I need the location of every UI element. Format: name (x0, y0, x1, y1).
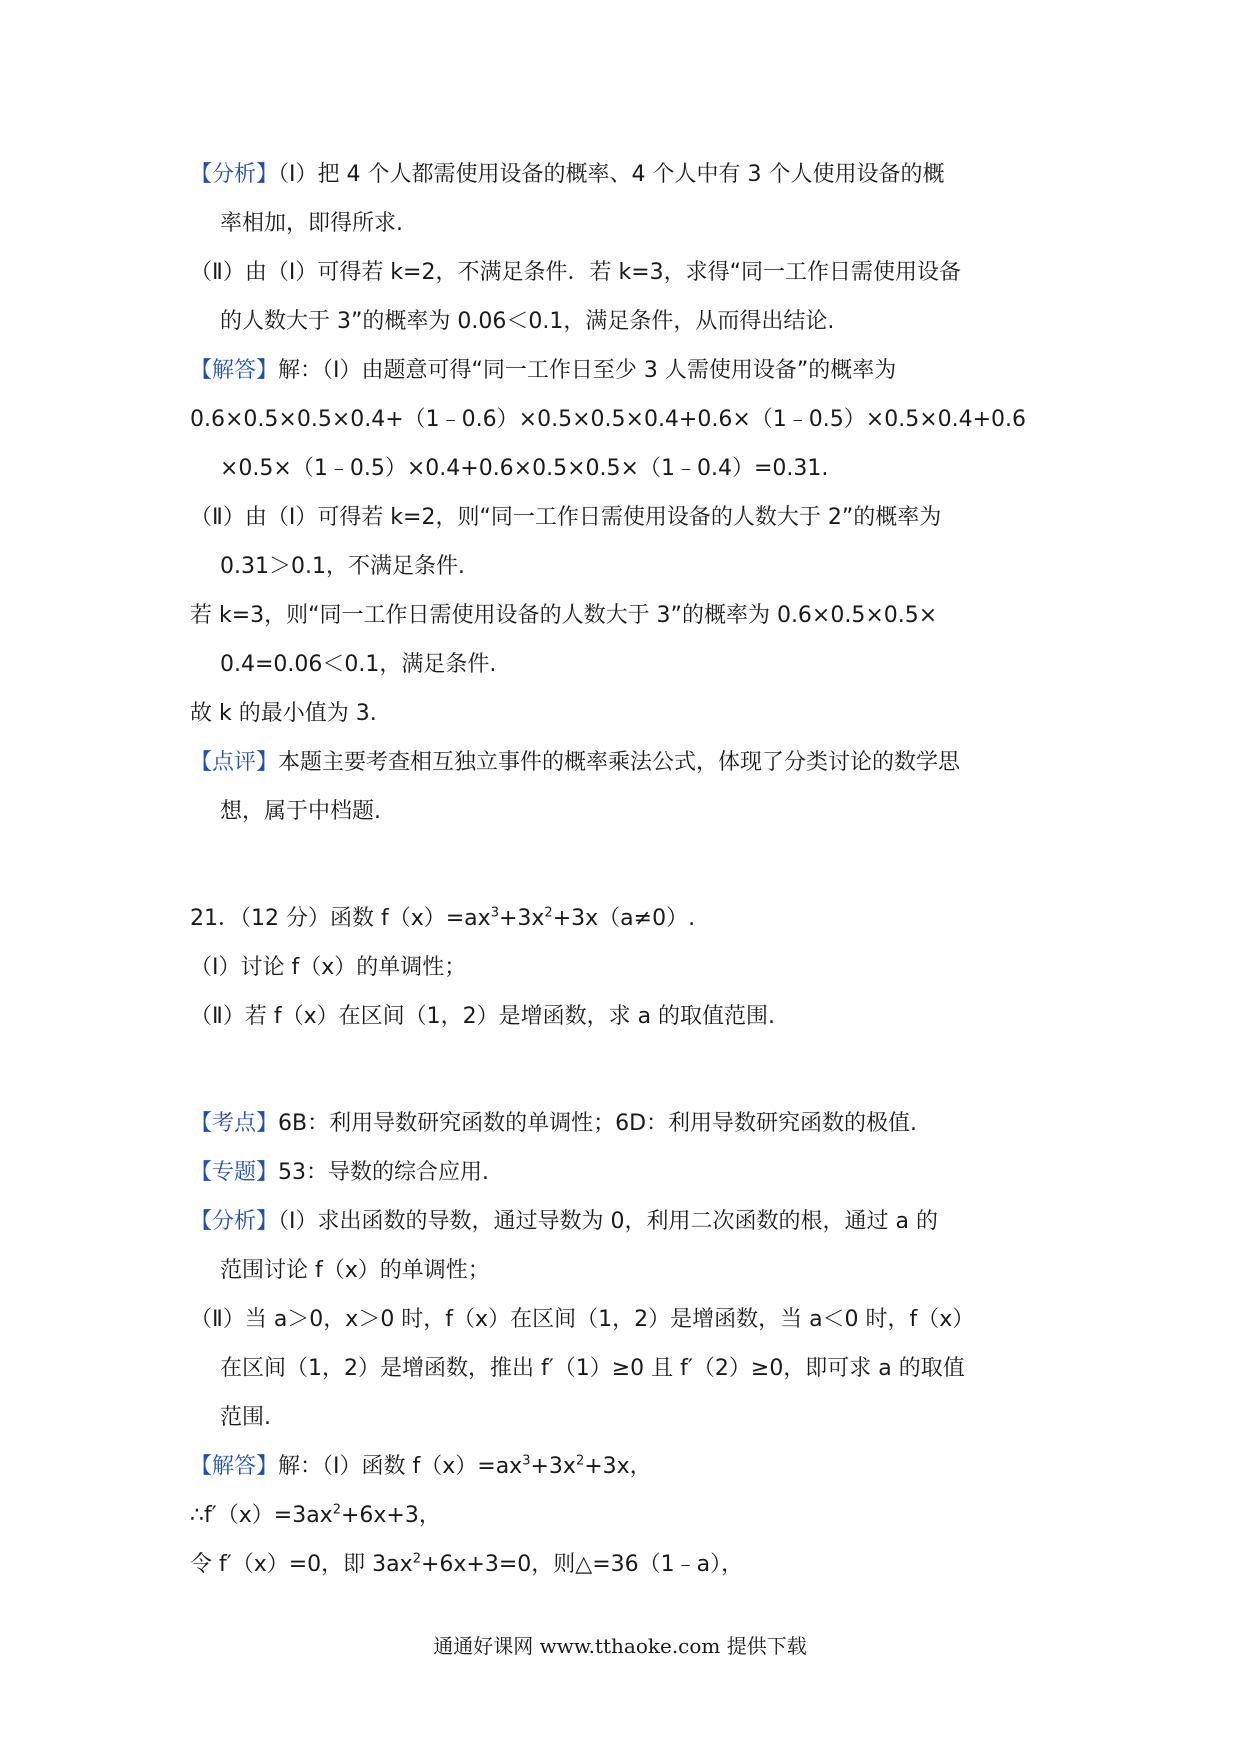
question-part (190, 992, 1060, 1041)
comment-text: 本题主要考查相互独立事件的概率乘法公式，体现了分类讨论的数学思 (278, 750, 961, 775)
comment-tag: 【点评】 (190, 750, 279, 775)
page-footer: 通通好课网 www.tthaoke.com 提供下载 (433, 1634, 807, 1658)
spacer (190, 836, 1060, 894)
analysis-line (190, 1197, 1060, 1246)
analysis-text: 在区间（1，2）是增函数，推出 f′（1）≥0 且 f′（2）≥0，即可求 a 的取值 (220, 1356, 965, 1381)
analysis-line (190, 1295, 1060, 1344)
comment-line (190, 738, 1060, 787)
answer-line (190, 493, 1060, 542)
answer-text: +6x+3， (340, 1503, 441, 1528)
exponent: 3 (490, 905, 499, 921)
answer-text: 故 k 的最小值为 3. (190, 701, 377, 726)
analysis-line (190, 297, 1060, 346)
analysis-line (190, 1246, 1060, 1295)
answer-line (190, 689, 1060, 738)
answer-text: 0.6×0.5×0.5×0.4+（1﹣0.6）×0.5×0.5×0.4+0.6×（1﹣0.5）×0.5×0.4+0.6 (190, 407, 1027, 432)
comment-text: 想，属于中档题. (220, 799, 381, 824)
analysis-line (190, 248, 1060, 297)
answer-tag: 【解答】 (190, 1454, 279, 1479)
exponent: 3 (522, 1453, 531, 1469)
analysis-tag: 【分析】 (190, 162, 279, 187)
answer-line (190, 640, 1060, 689)
answer-text: 解：（Ⅰ）函数 f（x）=ax (278, 1454, 523, 1479)
answer-line (190, 1442, 1060, 1491)
answer-line (190, 395, 1060, 444)
answer-line (190, 444, 1060, 493)
answer-text: 0.4=0.06＜0.1，满足条件. (220, 652, 497, 677)
analysis-text: （Ⅱ）当 a＞0，x＞0 时，f（x）在区间（1，2）是增函数，当 a＜0 时，f（x） (190, 1307, 975, 1332)
exponent: 2 (575, 1453, 585, 1469)
stem-text: 21．（12 分）函数 f（x）=ax (190, 906, 491, 931)
answer-text: 0.31＞0.1，不满足条件. (220, 554, 465, 579)
zhuanti-text: 53：导数的综合应用. (278, 1160, 490, 1185)
answer-text: +6x+3=0，则△=36（1﹣a）， (420, 1552, 744, 1577)
exponent: 2 (412, 1551, 421, 1567)
comment-line (190, 787, 1060, 836)
answer-text: ∴f′（x）=3ax (190, 1503, 333, 1528)
answer-text: ×0.5×（1﹣0.5）×0.4+0.6×0.5×0.5×（1﹣0.4）=0.31. (220, 456, 829, 481)
question-stem (190, 894, 1060, 943)
answer-line (190, 1491, 1060, 1540)
kaodian-text: 6B：利用导数研究函数的单调性；6D：利用导数研究函数的极值. (278, 1111, 918, 1136)
part-text: （Ⅱ）若 f（x）在区间（1，2）是增函数，求 a 的取值范围. (190, 1004, 776, 1029)
answer-text: （Ⅱ）由（Ⅰ）可得若 k=2，则“同一工作日需使用设备的人数大于 2”的概率为 (190, 505, 942, 530)
solution-content (190, 150, 1060, 1589)
exponent: 2 (544, 905, 553, 921)
analysis-text: 范围讨论 f（x）的单调性； (220, 1258, 490, 1283)
zhuanti-line (190, 1148, 1060, 1197)
stem-text: +3x（a≠0）. (552, 906, 696, 931)
kaodian-tag: 【考点】 (190, 1111, 279, 1136)
analysis-line (190, 150, 1060, 199)
part-text: （Ⅰ）讨论 f（x）的单调性； (190, 955, 467, 980)
analysis-line (190, 1344, 1060, 1393)
answer-line (190, 542, 1060, 591)
exponent: 2 (332, 1502, 341, 1518)
analysis-text: 率相加，即得所求. (220, 211, 403, 236)
answer-text: 若 k=3，则“同一工作日需使用设备的人数大于 3”的概率为 0.6×0.5×0.5× (190, 603, 938, 628)
analysis-text: （Ⅰ）把 4 个人都需使用设备的概率、4 个人中有 3 个人使用设备的概 (278, 162, 945, 187)
answer-line (190, 346, 1060, 395)
analysis-text: （Ⅰ）求出函数的导数，通过导数为 0，利用二次函数的根，通过 a 的 (278, 1209, 938, 1234)
answer-text: 令 f′（x）=0，即 3ax (190, 1552, 413, 1577)
zhuanti-tag: 【专题】 (190, 1160, 279, 1185)
kaodian-line (190, 1099, 1060, 1148)
spacer (190, 1041, 1060, 1099)
analysis-text: （Ⅱ）由（Ⅰ）可得若 k=2，不满足条件．若 k=3，求得“同一工作日需使用设备 (190, 260, 962, 285)
question-part (190, 943, 1060, 992)
answer-text: 解：（Ⅰ）由题意可得“同一工作日至少 3 人需使用设备”的概率为 (278, 358, 897, 383)
analysis-tag: 【分析】 (190, 1209, 279, 1234)
answer-line (190, 1540, 1060, 1589)
answer-text: +3x， (584, 1454, 652, 1479)
answer-text: +3x (530, 1454, 576, 1479)
answer-line (190, 591, 1060, 640)
answer-tag: 【解答】 (190, 358, 279, 383)
analysis-text: 范围. (220, 1405, 271, 1430)
stem-text: +3x (498, 906, 545, 931)
analysis-line (190, 199, 1060, 248)
analysis-text: 的人数大于 3”的概率为 0.06＜0.1，满足条件，从而得出结论. (220, 309, 835, 334)
analysis-line (190, 1393, 1060, 1442)
